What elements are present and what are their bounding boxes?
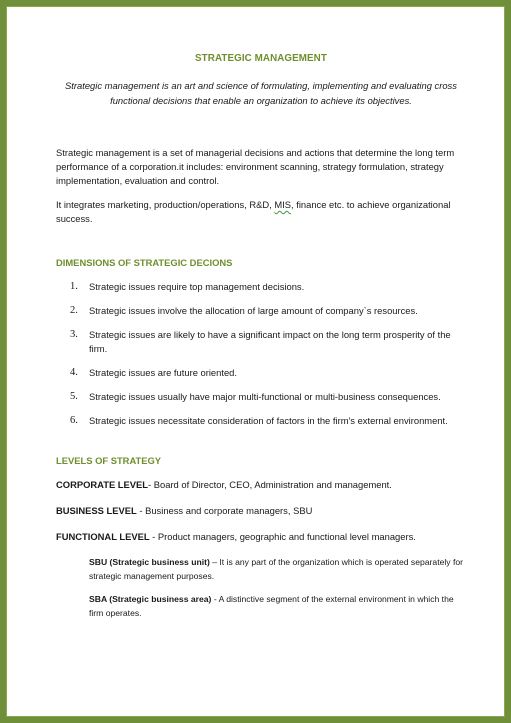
level-description: - Board of Director, CEO, Administration and management. [148, 479, 392, 490]
document-title: STRATEGIC MANAGEMENT [195, 53, 327, 64]
sub-item-description: – It is any part of the organization which is operated separately for strategic management purposes. [89, 557, 463, 581]
level-description: - Business and corporate managers, SBU [136, 505, 313, 516]
list-number: 2. [70, 305, 78, 316]
paragraph-integration [56, 198, 466, 226]
spellcheck-flagged-word: MIS [274, 199, 292, 210]
level-label: BUSINESS LEVEL [56, 505, 137, 516]
document-body [56, 52, 466, 630]
paragraph-overview: Strategic management is a set of managerial decisions and actions that determine the long term performance of a corporation.it includes: environment scanning, strategy formulation, strategy implementation, evaluation and control. [56, 147, 455, 186]
paragraph-integration-part1: It integrates marketing, production/operations, R&D, [56, 199, 275, 210]
list-item-text: Strategic issues require top management decisions. [89, 281, 305, 292]
list-item-text: Strategic issues usually have major multi-functional or multi-business consequences. [89, 391, 441, 402]
dimensions-list [56, 280, 466, 428]
dimensions-heading: DIMENSIONS OF STRATEGIC DECIONS [56, 257, 233, 268]
sub-item-label: SBU (Strategic business unit) [89, 557, 210, 567]
list-number: 1. [70, 281, 78, 292]
list-item [56, 328, 466, 356]
list-number: 5. [70, 391, 78, 402]
intro-definition: Strategic management is an art and science of formulating, implementing and evaluating cross functional decisions that enable an organization to achieve its objectives. [65, 80, 457, 106]
sub-item-sba [89, 593, 466, 620]
level-functional [56, 530, 466, 544]
level-label: CORPORATE LEVEL [56, 479, 149, 490]
list-item [56, 304, 466, 318]
list-item [56, 280, 466, 294]
sub-item-sbu [89, 556, 466, 583]
levels-heading: LEVELS OF STRATEGY [56, 455, 162, 466]
list-number: 4. [70, 367, 78, 378]
paragraph-integration-part2: , finance etc. to achieve organizational success. [56, 199, 451, 224]
level-corporate [56, 478, 466, 492]
sub-item-label: SBA (Strategic business area) [89, 594, 212, 604]
list-item-text: Strategic issues necessitate consideration of factors in the firm's external environment. [89, 415, 448, 426]
list-number: 6. [70, 415, 78, 426]
list-number: 3. [70, 329, 78, 340]
list-item-text: Strategic issues are future oriented. [89, 367, 237, 378]
sub-item-description: - A distinctive segment of the external environment in which the firm operates. [89, 594, 454, 618]
level-label: FUNCTIONAL LEVEL [56, 531, 150, 542]
level-description: - Product managers, geographic and functional level managers. [149, 531, 416, 542]
level-business [56, 504, 466, 518]
list-item [56, 390, 466, 404]
list-item [56, 366, 466, 380]
list-item-text: Strategic issues are likely to have a significant impact on the long term prosperity of the firm. [89, 329, 451, 354]
list-item-text: Strategic issues involve the allocation of large amount of company`s resources. [89, 305, 418, 316]
list-item [56, 414, 466, 428]
